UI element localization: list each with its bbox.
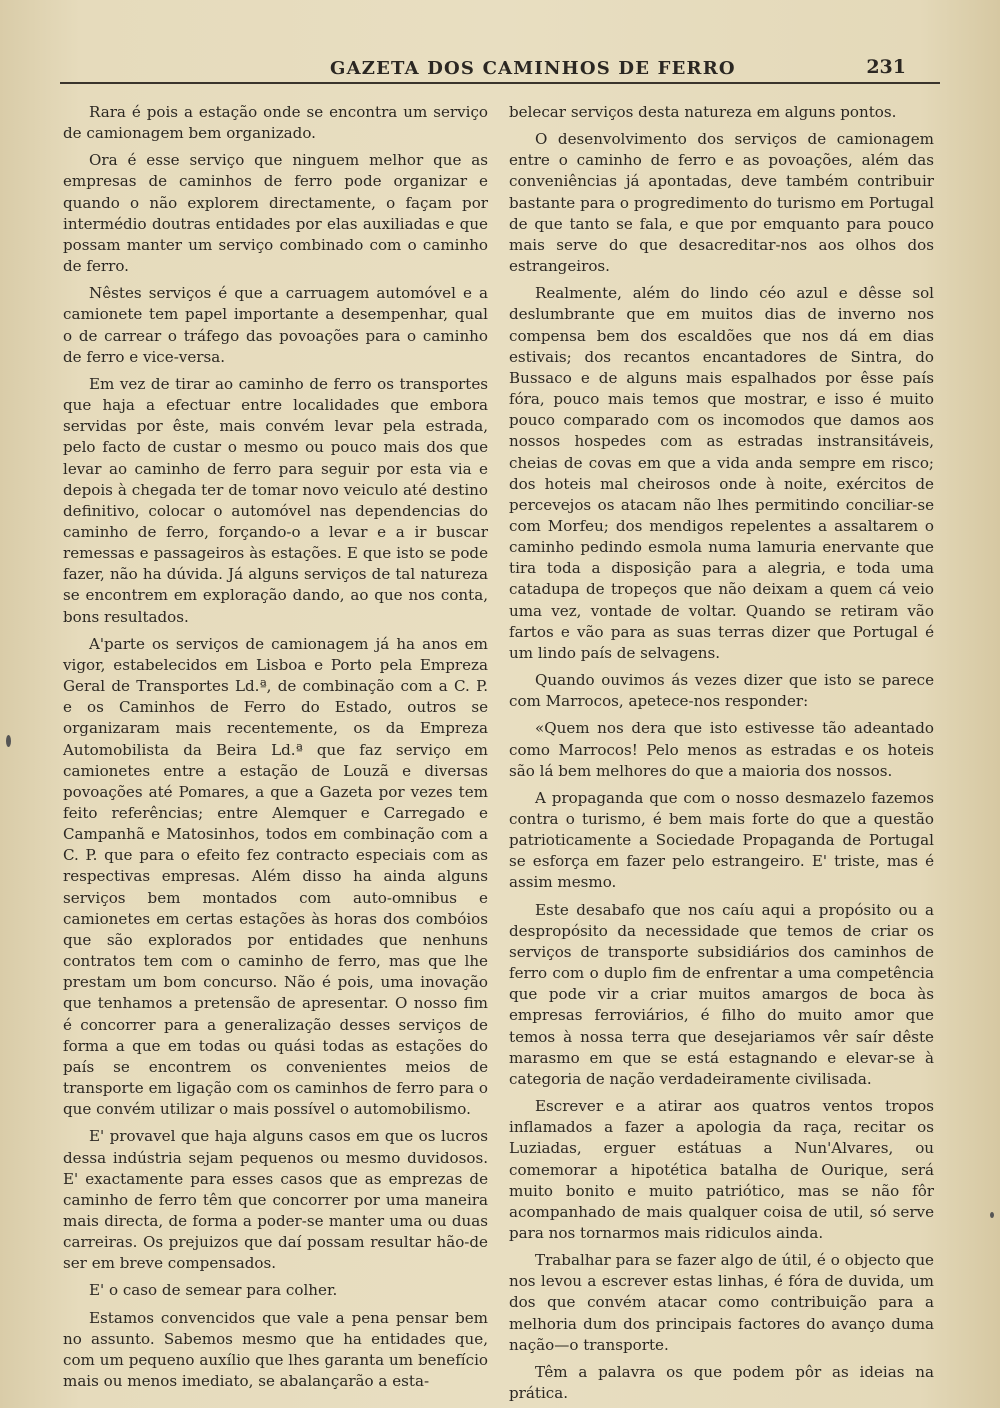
paragraph: A propaganda que com o nosso desmazelo fazemos contra o turismo, é bem mais forte do que a questão patrioticamente a Sociedade Propaganda de Portugal se esforça em fazer pelo estrangeiro. E' triste, mas é assim mesmo. [509, 788, 934, 892]
ink-speck [6, 735, 11, 747]
right-column [509, 102, 934, 1404]
paragraph: O desenvolvimento dos serviços de camionagem entre o caminho de ferro e as povoações, além das conveniências já apontadas, deve também contribuir bastante para o progredimento do turismo em Portugal de que tanto se fala, e que por emquanto para pouco mais serve do que desacreditar-nos aos olhos dos estrangeiros. [509, 130, 934, 276]
paragraph: E' provavel que haja alguns casos em que os lucros dessa indústria sejam pequenos ou mesmo duvidosos. E' exactamente para esses casos que as emprezas de caminho de ferro têm que concorrer por uma maneira mais directa, de forma a poder-se manter uma ou duas carreiras. Os prejuizos que daí possam resultar hão-de ser em breve compensados. [63, 1127, 488, 1273]
paragraph: Estamos convencidos que vale a pena pensar bem no assunto. Sabemos mesmo que ha entidades que, com um pequeno auxílio que lhes garanta um benefício mais ou menos imediato, se abalançarão a esta- [63, 1308, 488, 1391]
paragraph: Escrever e a atirar aos quatros ventos tropos inflamados a fazer a apologia da raça, recitar os Luziadas, erguer estátuas a Nun'Alvares, ou comemorar a hipotética batalha de Ourique, será muito bonito e muito patriótico, mas se não fôr acompanhado de mais qualquer coisa de util, só serve para nos tornarmos mais ridiculos ainda. [509, 1097, 934, 1242]
paragraph: «Quem nos dera que isto estivesse tão adeantado como Marrocos! Pelo menos as estradas e os hoteis são lá bem melhores do que a maioria dos nossos. [509, 719, 934, 780]
paragraph: Rara é pois a estação onde se encontra um serviço de camionagem bem organizado. [63, 103, 488, 143]
paragraph: Realmente, além do lindo céo azul e dêsse sol deslumbrante que em muitos dias de inverno nos compensa bem dos escaldões que nos dá em dias estivais; dos recantos encantadores de Sintra, do Bussaco e de alguns mais espalhados por êsse país fóra, pouco mais temos que mostrar, e isso é muito pouco comparado com os incomodos que damos aos nossos hospedes com as estradas instransitáveis, cheias de covas em que a vida anda sempre em risco; dos hoteis mal cheirosos onde à noite, exércitos de percevejos os atacam não lhes permitindo conciliar-se com Morfeu; dos mendigos repelentes a assaltarem o caminho pedindo esmola numa lamuria enervante que tira toda a disposição para a alegria, e toda uma catadupa de tropeços que não deixam a quem cá veio uma vez, vontade de voltar. Quando se retiram vão fartos e vão para as suas terras dizer que Portugal é um lindo país de selvagens. [509, 284, 934, 662]
left-column [63, 102, 488, 1392]
paragraph: Quando ouvimos ás vezes dizer que isto se parece com Marrocos, apetece-nos responder: [509, 671, 934, 711]
paragraph: A'parte os serviços de camionagem já ha anos em vigor, estabelecidos em Lisboa e Porto pela Empreza Geral de Transportes Ld.ª, de combinação com a C. P. e os Caminhos de Ferro do Estado, outros se organizaram mais recentemente, os da Empreza Automobilista da Beira Ld.ª que faz serviço em camionetes entre a estação de Louzã e diversas povoações até Pomares, a que a Gazeta por vezes tem feito referências; entre Alemquer e Carregado e Campanhã e Matosinhos, todos em combinação com a C. P. que para o efeito fez contracto especiais com as respectivas empresas. Além disso ha ainda alguns serviços bem montados com auto-omnibus e camionetes em certas estações às horas dos combóios que são explorados por entidades que nenhuns contratos tem com o caminho de ferro, mas que lhe prestam um bom concurso. Não é pois, uma inovação que tenhamos a pretensão de apresentar. O nosso fim é concorrer para a generalização desses serviços de forma a que em todas ou quási todas as estações do país se encontrem os convenientes meios de transporte em ligação com os caminhos de ferro para o que convém utilizar o mais possível o automobilismo. [63, 634, 488, 1119]
paragraph: belecar serviços desta natureza em alguns pontos. [509, 103, 897, 121]
ink-speck [990, 1212, 994, 1218]
paragraph: Ora é esse serviço que ninguem melhor que as empresas de caminhos de ferro pode organizar e quando o não explorem directamente, o façam por intermédio doutras entidades por elas auxiliadas e que possam manter um serviço combinado com o caminho de ferro. [63, 151, 488, 276]
paragraph: Trabalhar para se fazer algo de útil, é o objecto que nos levou a escrever estas linhas, é fóra de duvida, um dos que convém atacar como contribuição para a melhoria dum dos principais factores do avanço duma nação—o transporte. [509, 1251, 934, 1354]
publication-title: GAZETA DOS CAMINHOS DE FERRO [330, 58, 736, 79]
paragraph: E' o caso de semear para colher. [89, 1281, 338, 1300]
paragraph: Este desabafo que nos caíu aqui a propósito ou a despropósito da necessidade que temos de criar os serviços de transporte subsidiários dos caminhos de ferro com o duplo fim de enfrentar a uma competência que pode vir a criar muitos amargos de boca às empresas ferroviários, é filho do muito amor que temos à nossa terra que desejariamos vêr saír dêste marasmo em que se está estagnando e elevar-se à categoria de nação verdadeiramente civilisada. [509, 900, 934, 1088]
paragraph: Têm a palavra os que podem pôr as ideias na prática. [509, 1362, 934, 1403]
page-number: 231 [866, 56, 906, 78]
paragraph: Nêstes serviços é que a carruagem automóvel e a camionete tem papel importante a desempenhar, qual o de carrear o tráfego das povoações para o caminho de ferro e vice-versa. [63, 284, 488, 366]
header-rule [60, 82, 940, 84]
paragraph: Em vez de tirar ao caminho de ferro os transportes que haja a efectuar entre localidades que embora servidas por êste, mais convém levar pela estrada, pelo facto de custar o mesmo ou pouco mais dos que levar ao caminho de ferro para seguir por esta via e depois à chegada ter de tomar novo veiculo até destino definitivo, colocar o automóvel nas dependencias do caminho de ferro, forçando-o a levar e a ir buscar remessas e passageiros às estações. E que isto se pode fazer, não ha dúvida. Já alguns serviços de tal natureza se encontrem em exploração dando, ao que nos conta, bons resultados. [63, 374, 488, 626]
page-header [60, 54, 940, 82]
